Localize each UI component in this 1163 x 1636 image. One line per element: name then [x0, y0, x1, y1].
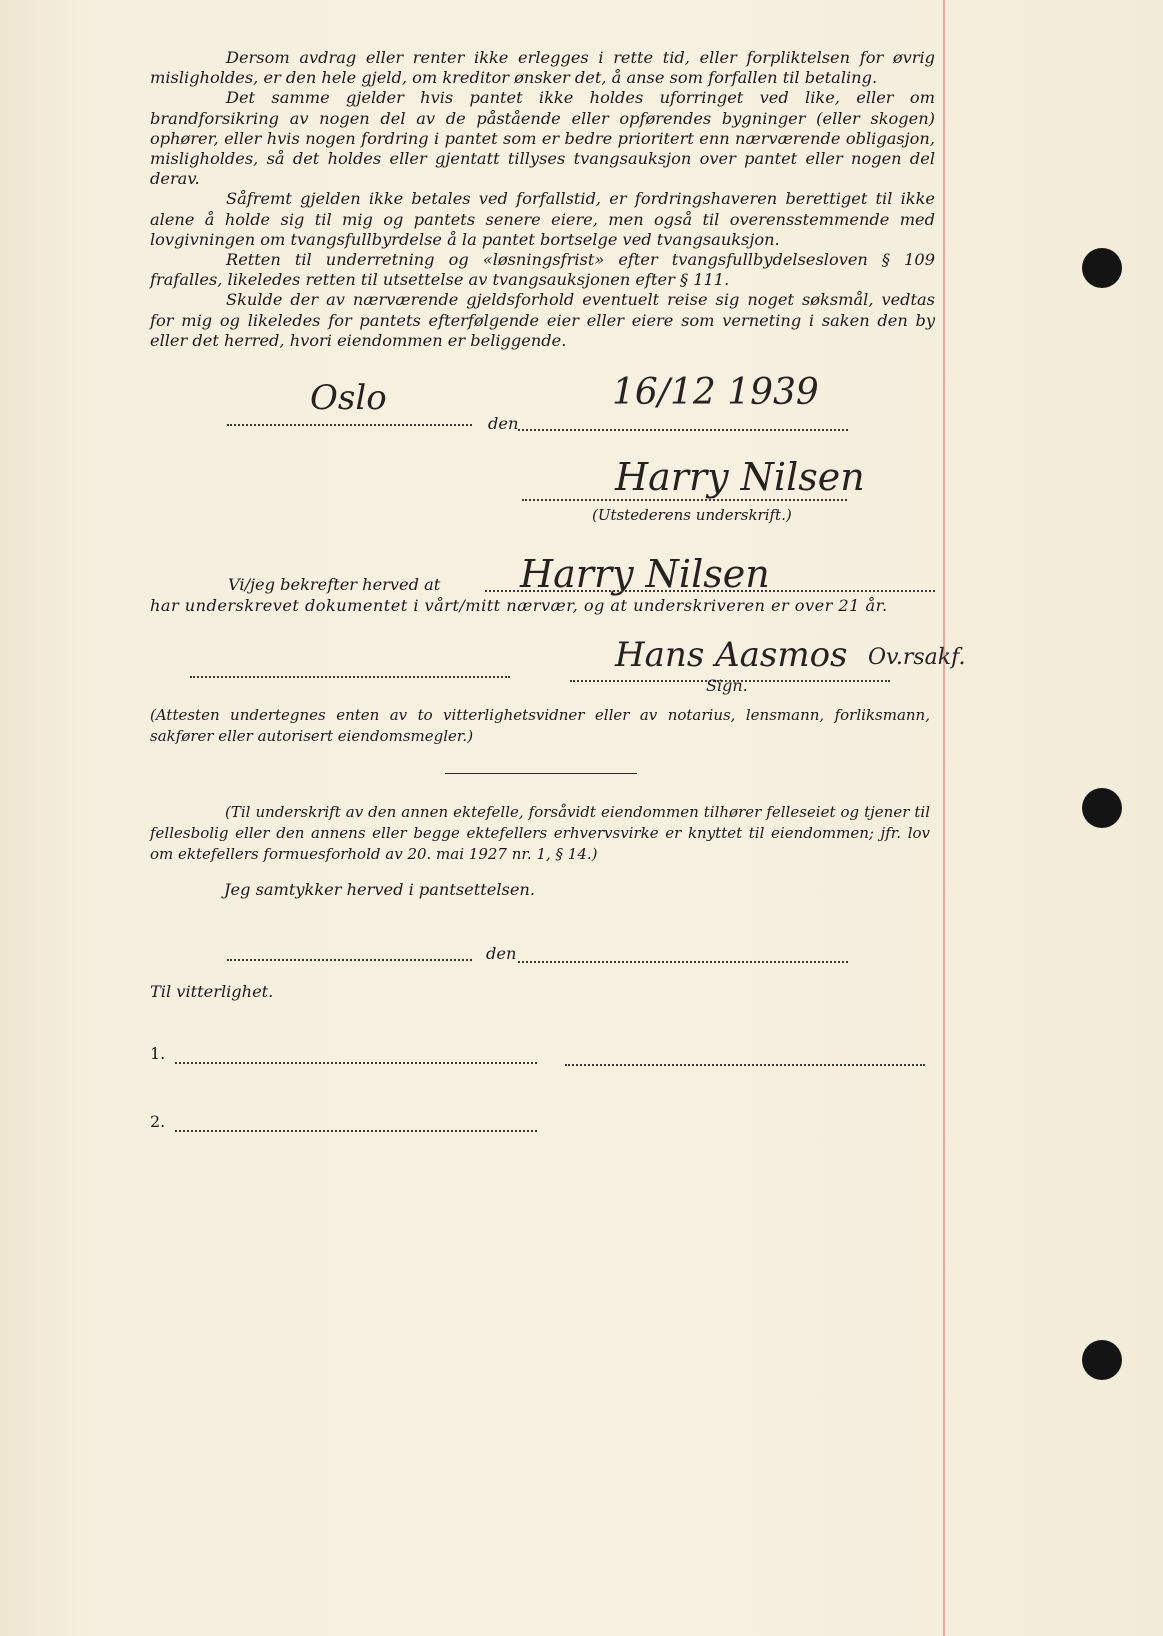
paragraph-default: Dersom avdrag eller renter ikke erlegges i rette tid, eller forpliktelsen for øvrig misligholdes, er den hele gjeld, om kreditor ønsker det, å anse som forfallen til betaling. — [150, 48, 935, 88]
paragraph-notice-waiver: Retten til underretning og «løsningsfrist» efter tvangsfullbydelsesloven § 109 frafalles, likeledes retten til utsettelse av tvangsauksjonen efter § 111. — [150, 250, 935, 290]
section-divider — [445, 773, 637, 774]
issuer-signature-caption: (Utstederens underskrift.) — [592, 506, 792, 524]
witness-1-line-right — [565, 1064, 925, 1066]
paragraph-venue: Skulde der av nærværende gjeldsforhold eventuelt reise sig noget søksmål, vedtas for mig og likeledes for pantets efterfølgende eier eller eiere som verneting i saken den by eller det herred, hvori eiendommen er beliggende. — [150, 290, 935, 350]
witness-sub-handwriting: Sign. — [706, 676, 748, 695]
witness-line-left — [190, 676, 510, 678]
place-line — [227, 424, 472, 426]
paragraph-maintenance: Det samme gjelder hvis pantet ikke holdes uforringet ved like, eller om brandforsikring av nogen del av de påstående eller opførendes bygninger (eller skogen) ophører, eller hvis nogen fordring i pantet som er bedre prioritert enn nærværende obligasjon, misligholdes, så det holdes eller gjentatt tillyses tvangsauksjon over pantet eller nogen del derav. — [150, 88, 935, 189]
den-label: den — [488, 414, 519, 433]
witness-number-1: 1. — [150, 1044, 166, 1063]
witness-title-handwriting: Ov.rsakf. — [868, 645, 966, 670]
witness-signature: Hans Aasmos — [615, 635, 848, 675]
paragraph-forced-sale: Såfremt gjelden ikke betales ved forfallstid, er fordringshaveren berettiget til ikke alene å holde sig til mig og pantets senere eiere, men også til overensstemmende med lovgivningen om tvangsfullbyrdelse å la pantet bortselge ved tvangsauksjon. — [150, 189, 935, 249]
issuer-signature-line — [522, 499, 847, 501]
den-label-2: den — [486, 944, 517, 963]
place-handwriting: Oslo — [310, 378, 387, 418]
witness-heading: Til vitterlighet. — [150, 982, 274, 1001]
date-line — [518, 429, 848, 431]
witness-number-2: 2. — [150, 1112, 166, 1131]
attest-note: (Attesten undertegnes enten av to vitterlighetsvidner eller av notarius, lensmann, forliksmann, sakfører eller autorisert eiendomsmegler.) — [150, 706, 930, 745]
spouse-note: (Til underskrift av den annen ektefelle, forsåvidt eiendommen tilhører felleseiet og tjener til fellesbolig eller den annens eller begge ektefellers erhvervsvirke er knyttet til eiendommen; jfr. lov om ektefellers formuesforhold av 20. mai 1927 nr. 1, § 14.) — [150, 803, 930, 863]
spouse-date-line — [518, 961, 848, 963]
terms-text — [150, 48, 935, 351]
witness-1-line-left — [175, 1062, 537, 1064]
punch-hole — [1082, 788, 1122, 828]
punch-hole — [1082, 1340, 1122, 1380]
confirmed-name-line — [485, 590, 935, 592]
confirmed-name-handwriting: Harry Nilsen — [520, 552, 770, 596]
spouse-place-line — [227, 959, 472, 961]
consent-statement: Jeg samtykker herved i pantsettelsen. — [224, 880, 535, 899]
red-margin-line — [943, 0, 945, 1636]
confirmation-statement: har underskrevet dokumentet i vårt/mitt nærvær, og at underskriveren er over 21 år. — [150, 596, 888, 615]
date-handwriting: 16/12 1939 — [612, 372, 819, 413]
issuer-signature: Harry Nilsen — [615, 455, 865, 499]
witness-2-line — [175, 1130, 537, 1132]
punch-hole — [1082, 248, 1122, 288]
confirmation-prefix: Vi/jeg bekrefter herved at — [228, 575, 441, 594]
